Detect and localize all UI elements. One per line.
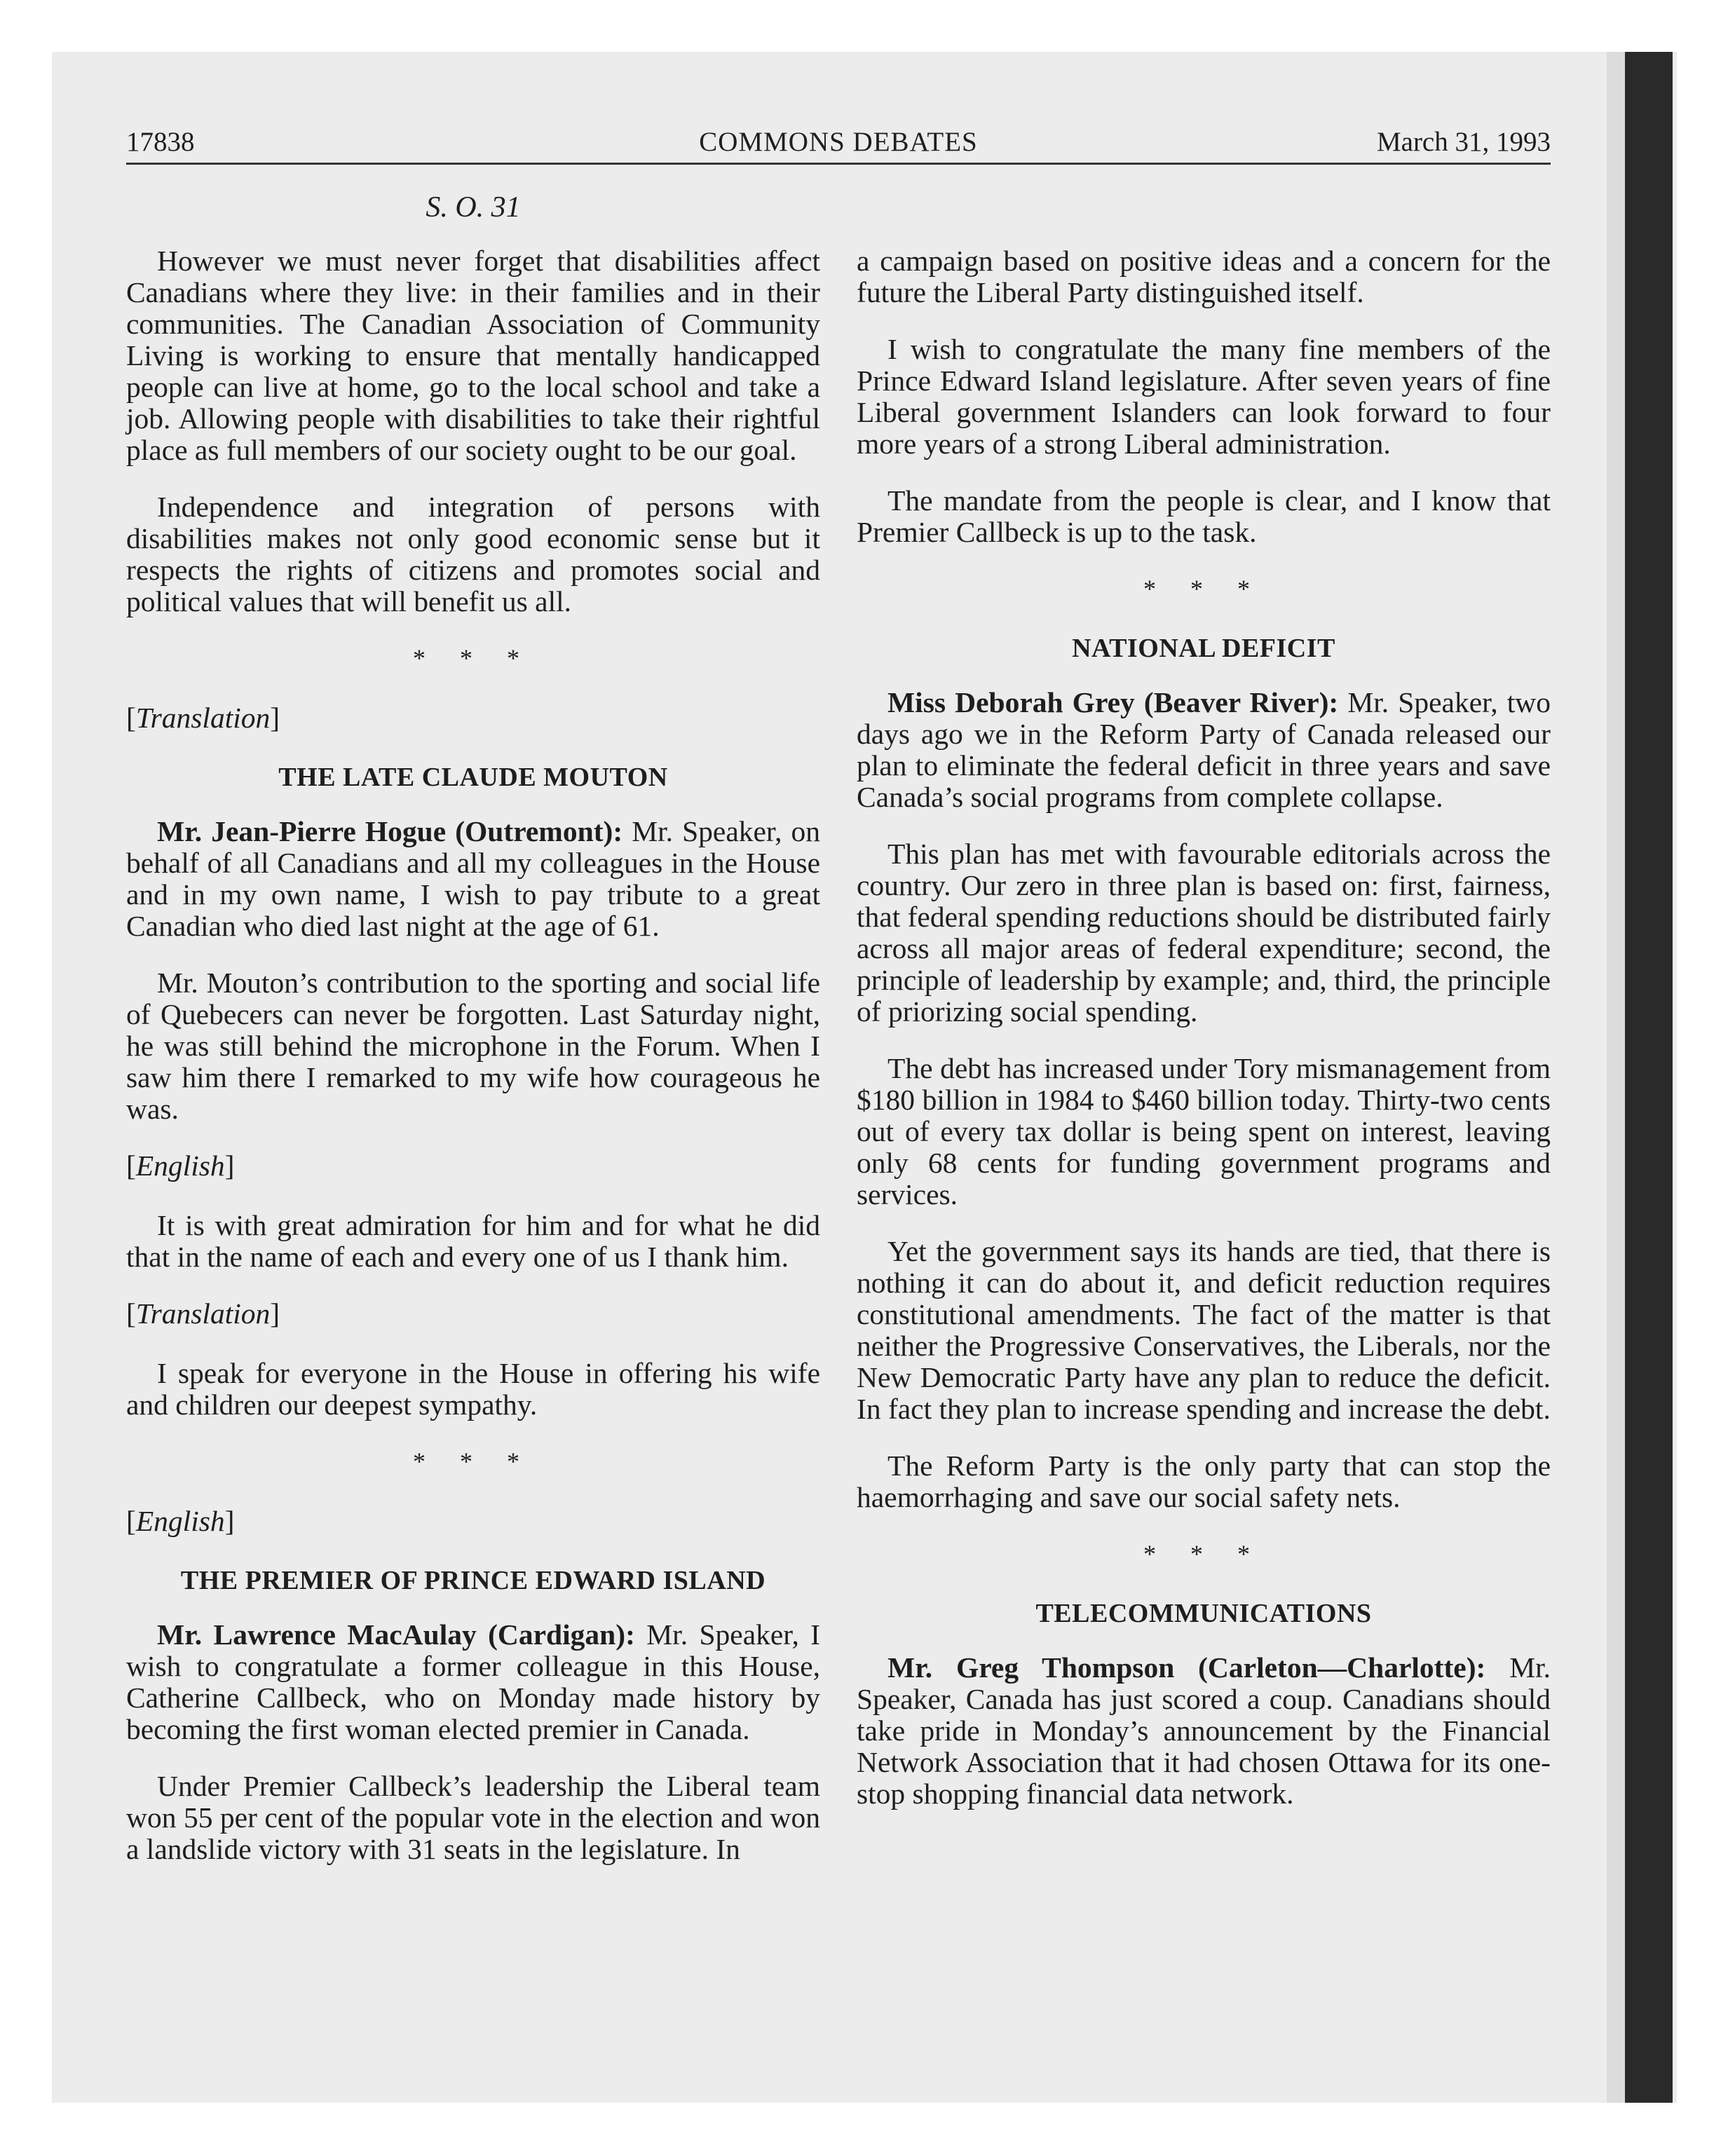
header-date: March 31, 1993 <box>1376 127 1551 157</box>
language-note: [English] <box>126 1505 235 1537</box>
standing-order-label: S. O. 31 <box>426 191 521 224</box>
language-note-text: English <box>135 1149 225 1182</box>
paragraph: I speak for everyone in the House in offering his wife and children our deepest sympathy. <box>126 1357 820 1421</box>
language-note-text: English <box>135 1505 225 1537</box>
paragraph: Yet the government says its hands are tied, that there is nothing it can do about it, and deficit reduction requires constitutional amendments. The fact of the matter is that neither the Progressive Conservatives, the Liberals, nor the New Democratic Party have any plan to reduce the deficit. In fact they plan to increase spending and increase the debt. <box>857 1235 1551 1425</box>
language-note: [Translation] <box>126 1297 280 1330</box>
paragraph: Mr. Mouton’s contribution to the sporting and social life of Quebecers can never be forgotten. Last Saturday night, he was still behind the microphone in the Forum. When I saw him there I remarked to my wife how courageous he was. <box>126 967 820 1125</box>
paragraph-continued: a campaign based on positive ideas and a concern for the future the Liberal Party distinguished itself. <box>857 245 1551 308</box>
paragraph: This plan has met with favourable editorials across the country. Our zero in three plan is based on: first, fairness, that federal spending reductions should be distributed fairly across all major areas of federal expenditure; second, the principle of leadership by example; and, third, the principle of priorizing social spending. <box>857 838 1551 1028</box>
speaker-name: Mr. Lawrence MacAulay (Cardigan): <box>157 1618 635 1651</box>
language-note-text: Translation <box>135 702 271 734</box>
paragraph: The Reform Party is the only party that can stop the haemorrhaging and save our social safety nets. <box>857 1449 1551 1513</box>
right-column <box>857 245 1551 1835</box>
paragraph: The debt has increased under Tory mismanagement from $180 billion in 1984 to $460 billion today. Thirty-two cents out of every tax dollar is being spent on interest, leaving only 68 cents for funding government programs and services. <box>857 1052 1551 1210</box>
speech-text: Mr. Speaker, Canada has just scored a coup. Canadians should take pride in Monday’s announcement by the Financial Network Association that it had chosen Ottawa for its one-stop shopping financial data network. <box>857 1651 1551 1810</box>
language-note: [Translation] <box>126 702 280 734</box>
scan-dark-border <box>1625 52 1673 2103</box>
page-number: 17838 <box>126 127 195 157</box>
speech-paragraph <box>857 1652 1551 1810</box>
header-rule <box>126 163 1551 165</box>
left-column <box>126 245 820 1890</box>
speech-paragraph <box>126 816 820 942</box>
language-note: [English] <box>126 1149 235 1182</box>
section-heading: TELECOMMUNICATIONS <box>1035 1599 1372 1628</box>
language-note-text: Translation <box>135 1297 271 1330</box>
speech-text: Mr. Speaker, I wish to congratulate a former colleague in this House, Catherine Callbeck, who on Monday made history by becoming the first woman elected premier in Canada. <box>126 1618 821 1745</box>
paragraph: I wish to congratulate the many fine members of the Prince Edward Island legislature. After seven years of fine Liberal government Islanders can look forward to four more years of a strong Liberal administration. <box>857 333 1551 460</box>
speaker-name: Mr. Greg Thompson (Carleton—Charlotte): <box>887 1651 1486 1684</box>
paragraph: It is with great admiration for him and for what he did that in the name of each and every one of us I thank him. <box>126 1209 820 1273</box>
section-heading: THE LATE CLAUDE MOUTON <box>278 763 668 792</box>
paragraph: The mandate from the people is clear, and I know that Premier Callbeck is up to the task. <box>857 484 1551 548</box>
publication-title: COMMONS DEBATES <box>699 127 978 157</box>
paragraph: However we must never forget that disabilities affect Canadians where they live: in their families and in their communities. The Canadian Association of Community Living is working to ensure that mentally handicapped people can live at home, go to the local school and take a job. Allowing people with disabilities to take their rightful place as full members of our society ought to be our goal. <box>126 245 820 466</box>
section-heading: NATIONAL DEFICIT <box>1072 634 1335 663</box>
section-heading: THE PREMIER OF PRINCE EDWARD ISLAND <box>180 1566 766 1595</box>
speech-paragraph <box>857 687 1551 813</box>
running-header <box>126 121 1551 163</box>
section-separator: * * * <box>413 644 533 672</box>
paragraph: Under Premier Callbeck’s leadership the Liberal team won 55 per cent of the popular vote in the election and won a landslide victory with 31 seats in the legislature. In <box>126 1770 820 1865</box>
speech-paragraph <box>126 1619 820 1745</box>
speech-text: Mr. Speaker, two days ago we in the Reform Party of Canada released our plan to eliminate the federal deficit in three years and save Canada’s social programs from complete collapse. <box>857 686 1551 813</box>
speech-text: Mr. Speaker, on behalf of all Canadians and all my colleagues in the House and in my own name, I wish to pay tribute to a great Canadian who died last night at the age of 61. <box>126 815 821 942</box>
page-edge-shadow <box>1607 52 1625 2103</box>
section-separator: * * * <box>413 1447 533 1475</box>
speaker-name: Miss Deborah Grey (Beaver River): <box>887 686 1339 718</box>
section-separator: * * * <box>1143 575 1264 603</box>
speaker-name: Mr. Jean-Pierre Hogue (Outremont): <box>157 815 623 847</box>
section-separator: * * * <box>1143 1540 1264 1568</box>
paragraph: Independence and integration of persons with disabilities makes not only good economic sense but it respects the rights of citizens and promotes social and political values that will benefit us all. <box>126 491 820 618</box>
